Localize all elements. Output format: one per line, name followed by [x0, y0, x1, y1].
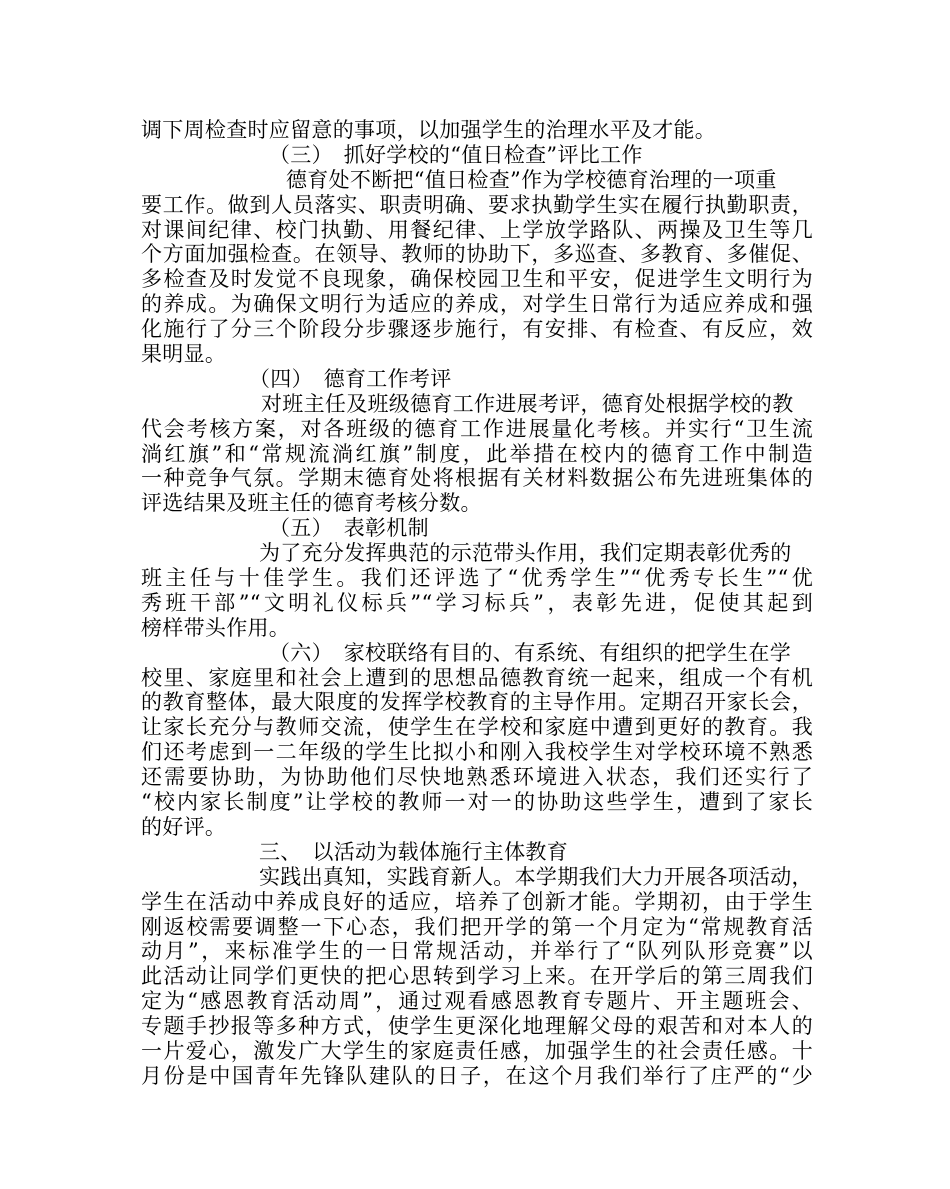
paragraph-line: 班主任与十佳学生。我们还评选了“优秀学生”“优秀专长生”“优: [141, 566, 813, 591]
paragraph-line: 校里、家庭里和社会上遭到的思想品德教育统一起来，组成一个有机: [141, 665, 813, 690]
paragraph-line: 还需要协助，为协助他们尽快地熟悉环境进入状态，我们还实行了: [141, 765, 813, 790]
paragraph-line: 为了充分发挥典范的示范带头作用，我们定期表彰优秀的: [259, 541, 792, 566]
paragraph-line: 化施行了分三个阶段分步骤逐步施行，有安排、有检查、有反应，效: [141, 317, 813, 342]
paragraph-line: 的教育整体，最大限度的发挥学校教育的主导作用。定期召开家长会，: [141, 690, 813, 715]
paragraph-line: 个方面加强检查。在领导、教师的协助下，多巡查、多教育、多催促、: [141, 242, 813, 267]
paragraph-line: 淌红旗”和“常规流淌红旗”制度，此举措在校内的德育工作中制造: [141, 441, 813, 466]
section-heading-4: （四） 德育工作考评: [249, 366, 452, 391]
paragraph-line: 代会考核方案，对各班级的德育工作进展量化考核。并实行“卫生流: [141, 416, 813, 441]
paragraph-line: 的好评。: [141, 814, 227, 839]
paragraph-line: “校内家长制度”让学校的教师一对一的协助这些学生，遭到了家长: [141, 790, 813, 815]
paragraph-line: 要工作。做到人员落实、职责明确、要求执勤学生实在履行执勤职责，: [141, 192, 813, 217]
paragraph-line: 刚返校需要调整一下心态，我们把开学的第一个月定为“常规教育活: [141, 914, 813, 939]
paragraph-line: 德育处不断把“值日检查”作为学校德育治理的一项重: [286, 167, 777, 192]
paragraph-line: 评选结果及班主任的德育考核分数。: [141, 491, 482, 516]
paragraph-line: 秀班干部”“文明礼仪标兵”“学习标兵”，表彰先进，促使其起到: [141, 590, 813, 615]
paragraph-line: 果明显。: [141, 342, 227, 367]
paragraph-line: 学生在活动中养成良好的适应，培养了创新才能。学期初，由于学生: [141, 889, 813, 914]
paragraph-line: 们还考虑到一二年级的学生比拟小和刚入我校学生对学校环境不熟悉: [141, 740, 813, 765]
paragraph-line: 对班主任及班级德育工作进展考评，德育处根据学校的教: [261, 391, 794, 416]
section-heading-three: 三、 以活动为载体施行主体教育: [259, 839, 568, 864]
paragraph-line: 一片爱心，激发广大学生的家庭责任感，加强学生的社会责任感。十: [141, 1038, 813, 1063]
section-heading-6: （六） 家校联络有目的、有系统、有组织的把学生在学: [269, 640, 791, 665]
paragraph-line: 一种竞争气氛。学期末德育处将根据有关材料数据公布先进班集体的: [141, 466, 813, 491]
paragraph-line: 动月”，来标准学生的一日常规活动，并举行了“队列队形竞赛”以: [141, 939, 813, 964]
document-body: [141, 118, 813, 1089]
paragraph-line: 月份是中国青年先锋队建队的日子，在这个月我们举行了庄严的“少: [141, 1063, 813, 1088]
paragraph-line: 定为“感恩教育活动周”，通过观看感恩教育专题片、开主题班会、: [141, 989, 813, 1014]
section-heading-5: （五） 表彰机制: [269, 516, 429, 541]
paragraph-line: 实践出真知，实践育新人。本学期我们大力开展各项活动，: [259, 864, 813, 889]
paragraph-line: 专题手抄报等多种方式，使学生更深化地理解父母的艰苦和对本人的: [141, 1014, 813, 1039]
paragraph-line: 榜样带头作用。: [141, 615, 291, 640]
section-heading-3: （三） 抓好学校的“值日检查”评比工作: [269, 142, 643, 167]
paragraph-line: 此活动让同学们更快的把心思转到学习上来。在开学后的第三周我们: [141, 964, 813, 989]
paragraph-line: 让家长充分与教师交流，使学生在学校和家庭中遭到更好的教育。我: [141, 715, 813, 740]
paragraph-line: 的养成。为确保文明行为适应的养成，对学生日常行为适应养成和强: [141, 292, 813, 317]
paragraph-line: 对课间纪律、校门执勤、用餐纪律、上学放学路队、两操及卫生等几: [141, 217, 813, 242]
paragraph-line: 调下周检查时应留意的事项，以加强学生的治理水平及才能。: [141, 118, 717, 142]
paragraph-line: 多检查及时发觉不良现象，确保校园卫生和平安，促进学生文明行为: [141, 267, 813, 292]
